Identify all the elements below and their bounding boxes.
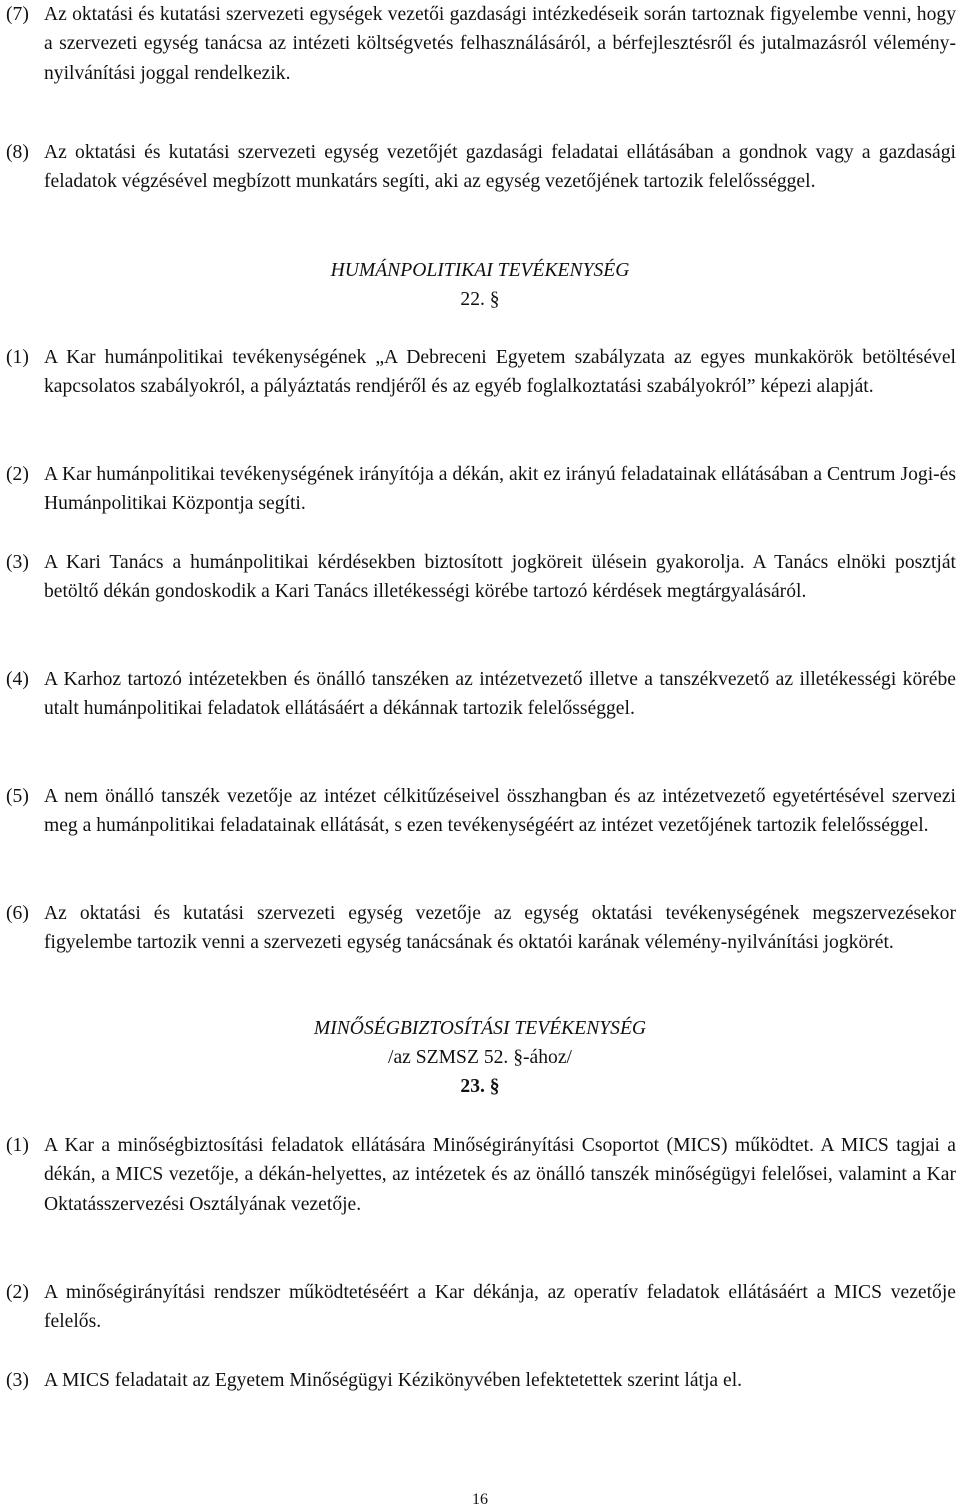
paragraph-text: Az oktatási és kutatási szervezeti egység vezetőjét gazdasági feladatai ellátásában a gondnok vagy a gazdasági feladatok végzésével megbízott munkatárs segíti, aki az egység vezetőjének tartozik felelősséggel. bbox=[44, 142, 956, 193]
paragraph-number: (7) bbox=[6, 4, 29, 25]
section-number-23: 23. § bbox=[460, 1076, 500, 1097]
paragraph-text: A nem önálló tanszék vezetője az intézet célkitűzéseivel összhangban és az intézetvezető egyetértésével szervezi meg a humánpolitikai feladatainak ellátását, s ezen tevékenységéért az intézet vezetőjének tartozik felelősséggel. bbox=[44, 786, 956, 837]
paragraph-23-2 bbox=[6, 1278, 956, 1337]
paragraph-text: A Kar humánpolitikai tevékenységének „A Debreceni Egyetem szabályzata az egyes munkakörök betöltésével kapcsolatos szabályokról, a pályáztatás rendjéről és az egyéb foglalkoztatási szabályokról” képezi alapját. bbox=[44, 347, 956, 398]
paragraph-22-4 bbox=[6, 665, 956, 724]
paragraph-number: (2) bbox=[6, 464, 29, 485]
paragraph-number: (1) bbox=[6, 347, 29, 368]
paragraph-22-2 bbox=[6, 460, 956, 519]
paragraph-number: (3) bbox=[6, 1370, 29, 1391]
section-title-minosegbiztositas: MINŐSÉGBIZTOSÍTÁSI TEVÉKENYSÉG bbox=[313, 1018, 647, 1039]
paragraph-23-1 bbox=[6, 1131, 956, 1219]
paragraph-22-6 bbox=[6, 899, 956, 958]
page-number: 16 bbox=[472, 1491, 488, 1508]
paragraph-number: (6) bbox=[6, 903, 29, 924]
paragraph-22-3 bbox=[6, 548, 956, 607]
paragraph-text: A MICS feladatait az Egyetem Minőségügyi Kézikönyvében lefektetettek szerint látja el. bbox=[44, 1370, 743, 1391]
section-title-humanpolitika: HUMÁNPOLITIKAI TEVÉKENYSÉG bbox=[330, 260, 630, 281]
paragraph-text: A Karhoz tartozó intézetekben és önálló tanszéken az intézetvezető illetve a tanszékvezető az illetékességi körébe utalt humánpolitikai feladatok ellátásáért a dékánnak tartozik felelősséggel. bbox=[44, 669, 956, 720]
section-subtitle: /az SZMSZ 52. §-ához/ bbox=[388, 1047, 572, 1068]
paragraph-text: A Kar a minőségbiztosítási feladatok ellátására Minőségirányítási Csoportot (MICS) működtet. A MICS tagjai a dékán, a MICS vezetője, a dékán-helyettes, az intézetek és az önálló tanszék minőségügyi felelősei, valamint a Kar Oktatásszervezési Osztályának vezetője. bbox=[44, 1135, 956, 1215]
paragraph-22-5 bbox=[6, 782, 956, 841]
paragraph-8 bbox=[6, 138, 956, 197]
paragraph-number: (4) bbox=[6, 669, 29, 690]
paragraph-23-3 bbox=[6, 1366, 956, 1395]
paragraph-number: (5) bbox=[6, 786, 29, 807]
paragraph-text: Az oktatási és kutatási szervezeti egység vezetője az egység oktatási tevékenységének megszervezésekor figyelembe tartozik venni a szervezeti egység tanácsának és oktatói karának vélemény-nyilvánítási jogkörét. bbox=[44, 903, 956, 954]
section-number-22: 22. § bbox=[460, 289, 500, 310]
paragraph-text: A Kari Tanács a humánpolitikai kérdésekben biztosított jogköreit ülésein gyakorolja. A Tanács elnöki posztját betöltő dékán gondoskodik a Kari Tanács illetékességi körébe tartozó kérdések megtárgyalásáról. bbox=[44, 552, 956, 603]
paragraph-number: (1) bbox=[6, 1135, 29, 1156]
paragraph-22-1 bbox=[6, 343, 956, 402]
paragraph-text: Az oktatási és kutatási szervezeti egységek vezetői gazdasági intézkedéseik során tartoznak figyelembe venni, hogy a szervezeti egység tanácsa az intézeti költségvetés felhasználásáról, a bérfejlesztésről és jutalmazásról vélemény-nyilvánítási joggal rendelkezik. bbox=[44, 4, 956, 84]
paragraph-number: (8) bbox=[6, 142, 29, 163]
paragraph-number: (3) bbox=[6, 552, 29, 573]
paragraph-text: A Kar humánpolitikai tevékenységének irányítója a dékán, akit ez irányú feladatainak ellátásában a Centrum Jogi-és Humánpolitikai Központja segíti. bbox=[44, 464, 956, 515]
paragraph-text: A minőségirányítási rendszer működtetéséért a Kar dékánja, az operatív feladatok ellátásáért a MICS vezetője felelős. bbox=[44, 1282, 956, 1333]
paragraph-number: (2) bbox=[6, 1282, 29, 1303]
paragraph-7 bbox=[6, 0, 956, 88]
